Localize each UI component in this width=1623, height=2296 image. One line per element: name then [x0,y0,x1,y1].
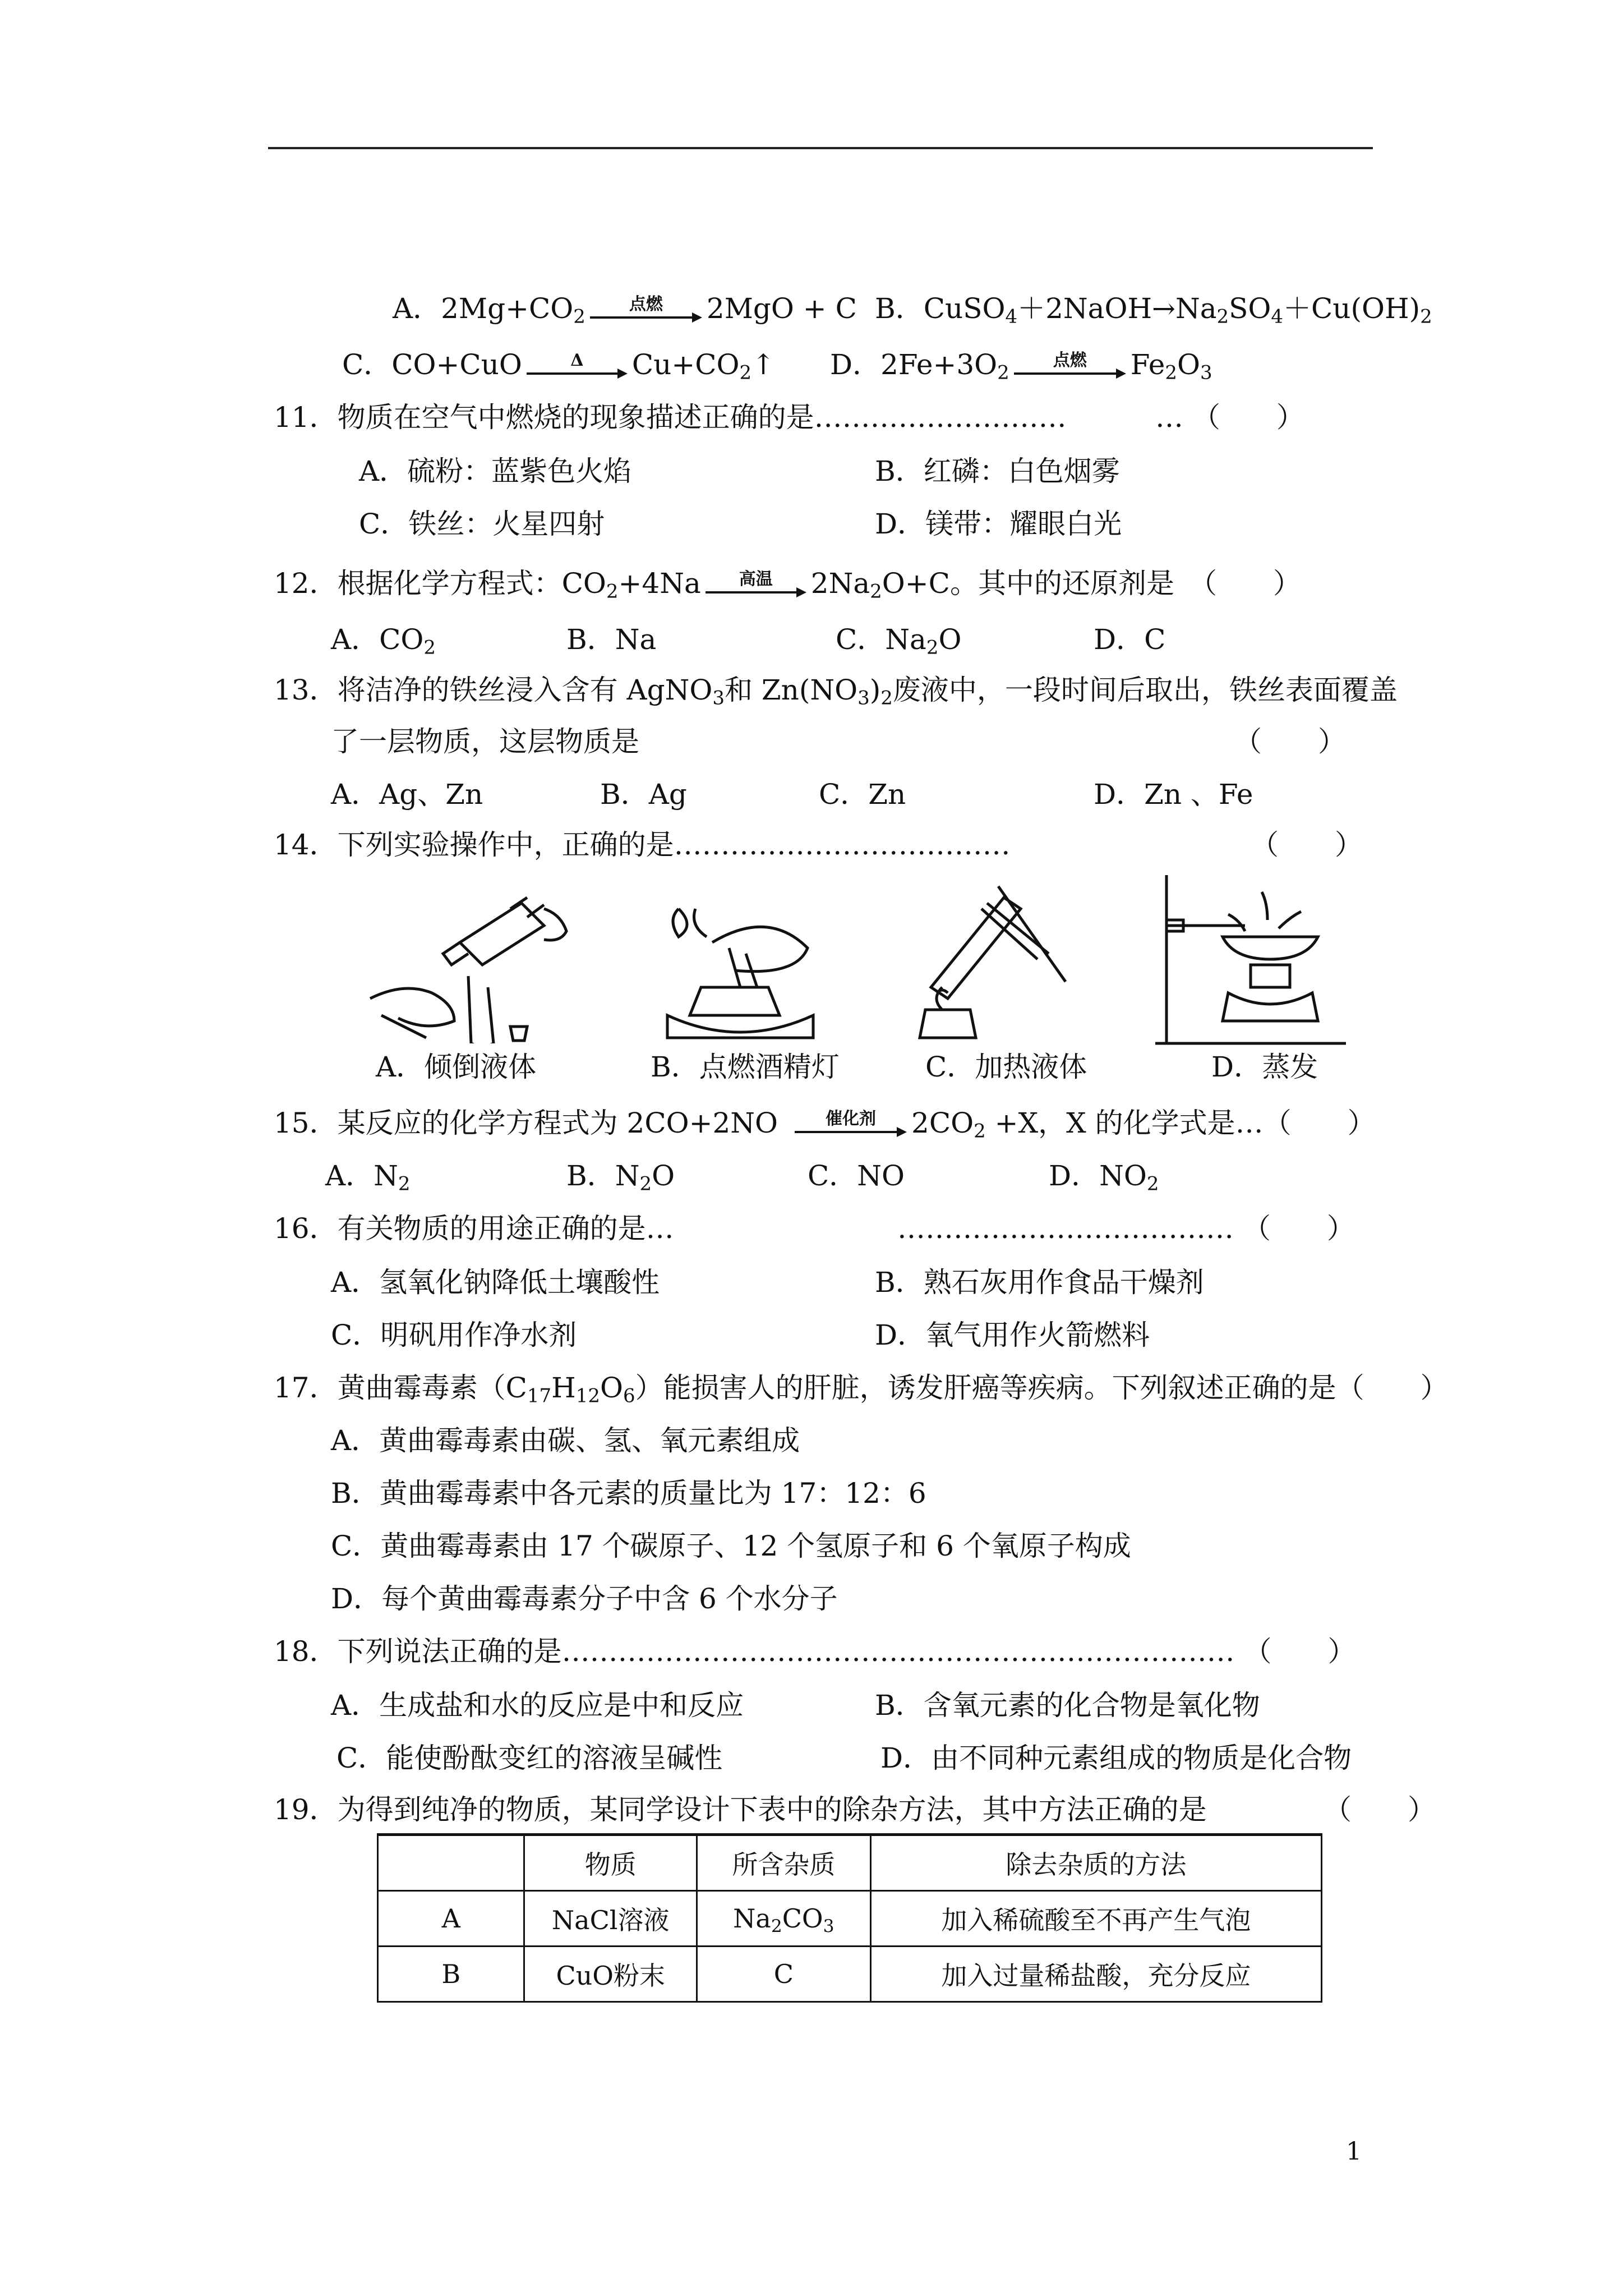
q11-option-a: A．硫粉：蓝紫色火焰 [359,455,632,487]
q17-option-a: A．黄曲霉毒素由碳、氢、氧元素组成 [331,1424,800,1457]
q12-option-a: A．$CO_2$ [331,623,436,659]
q18-option-b: B．含氧元素的化合物是氧化物 [875,1689,1260,1722]
reaction-arrow: 高温 [706,574,806,597]
q18-option-c: C．能使酚酞变红的溶液呈碱性 [336,1742,723,1774]
table-header-cell: 所含杂质 [697,1835,871,1891]
q13-option-c: C．Zn [819,778,906,811]
q16-option-c: C．明矾用作净水剂 [331,1319,577,1351]
q18-stem: 18．下列说法正确的是……………………………………………………………… （ ） [274,1635,1356,1668]
q14-option-b: B．点燃酒精灯 [651,1051,840,1083]
q15-option-b: B．$N_2O$ [566,1159,675,1195]
reaction-arrow: 催化剂 [795,1114,907,1137]
alcohol-lamp-lighting-illustration [634,886,830,1043]
q13-option-a: A．Ag、Zn [331,778,483,811]
table-cell-method: 加入过量稀盐酸，充分反应 [870,1947,1321,2002]
q11-paren: … （ ） [1155,401,1304,434]
q16-stem: 16．有关物质的用途正确的是… [274,1212,674,1245]
q11-option-d: D．镁带：耀眼白光 [875,508,1122,540]
q14-option-a: A．倾倒液体 [376,1051,537,1083]
q17-stem: 17．黄曲霉毒素$(C_{17}H_{12}O_6)$能损害人的肝脏，诱发肝癌等疾病。下列叙述正确的是（ ） [274,1372,1449,1407]
header-rule [268,147,1373,149]
q12-stem: 12．根据化学方程式：$CO_2+4Na$ 高温 $2Na_2O+C$。其中的还原剂是 [274,567,1174,603]
heating-liquid-illustration [886,875,1077,1043]
q18-option-a: A．生成盐和水的反应是中和反应 [331,1689,744,1722]
table-cell-substance: NaCl溶液 [524,1891,697,1947]
reaction-arrow: Δ [527,356,628,378]
table-cell-method: 加入稀硫酸至不再产生气泡 [870,1891,1321,1947]
q16-option-a: A．氢氧化钠降低土壤酸性 [331,1266,660,1299]
table-cell-impurity: C [697,1947,871,2002]
table-cell-substance: CuO粉末 [524,1947,697,2002]
q17-option-d: D．每个黄曲霉毒素分子中含 6 个水分子 [331,1582,838,1615]
q16-paren: ……………………………… （ ） [897,1212,1355,1245]
table-header-cell: 物质 [524,1835,697,1891]
q17-option-c: C．黄曲霉毒素由 17 个碳原子、12 个氢原子和 6 个氧原子构成 [331,1530,1131,1562]
reaction-arrow: 点燃 [590,300,702,322]
table-row [378,1891,1322,1947]
q10-option-a: A．$2Mg+CO_2$ 点燃 2MgO + C [393,292,857,328]
q10-option-d: D．$2Fe+3O_2$ 点燃 $Fe_2O_3$ [830,348,1212,384]
q15-option-c: C．NO [808,1159,905,1192]
q10-option-c: C．CO+CuO Δ $Cu+CO_2↑$ [342,348,776,384]
table-header-cell: 除去杂质的方法 [870,1835,1321,1891]
reaction-arrow: 点燃 [1014,356,1126,378]
q14-paren: （ ） [1251,829,1363,861]
table-header-cell [378,1835,524,1891]
q12-option-b: B．Na [566,623,657,656]
q12-option-c: C．$Na_2O$ [836,623,962,659]
q18-option-d: D．由不同种元素组成的物质是化合物 [880,1742,1352,1774]
q13-stem-line1: 13．将洁净的铁丝浸入含有 AgNO$_3$和 $Zn(NO_3)_2$废液中，一段时间后取出，铁丝表面覆盖 [274,674,1398,710]
q11-stem: 11．物质在空气中燃烧的现象描述正确的是……………………… [274,401,1067,434]
q13-stem-line2: 了一层物质，这层物质是 [331,725,639,758]
table-cell-impurity: $Na_2CO_3$ [697,1891,871,1947]
table-header-row [378,1835,1322,1891]
q15-option-a: A．$N_2$ [325,1159,411,1195]
q13-option-d: D．Zn 、Fe [1094,778,1253,811]
q11-option-b: B．红磷：白色烟雾 [875,455,1120,487]
q14-option-c: C．加热液体 [925,1051,1087,1083]
table-row [378,1947,1322,2002]
evaporation-illustration [1150,864,1352,1055]
q16-option-b: B．熟石灰用作食品干燥剂 [875,1266,1204,1299]
q15-stem: 15．某反应的化学方程式为 2CO+2NO 催化剂 $2CO_2 +X$，X 的化学式是…（ ） [274,1107,1376,1143]
q12-option-d: D．C [1094,623,1166,656]
page-number: 1 [1346,2137,1362,2166]
q13-option-b: B．Ag [600,778,687,811]
pouring-liquid-illustration [359,875,583,1043]
table-cell-id: B [378,1947,524,2002]
q12-paren: （ ） [1189,567,1301,600]
q11-option-c: C．铁丝：火星四射 [359,508,605,540]
q19-stem: 19．为得到纯净的物质，某同学设计下表中的除杂方法，其中方法正确的是 [274,1793,1207,1826]
q16-option-d: D．氧气用作火箭燃料 [875,1319,1150,1351]
table-cell-id: A [378,1891,524,1947]
q13-paren: （ ） [1234,725,1346,758]
q19-paren: （ ） [1324,1793,1436,1826]
impurity-removal-table [377,1833,1322,2003]
q15-option-d: D．$NO_2$ [1049,1159,1159,1195]
q14-option-d: D．蒸发 [1211,1051,1318,1083]
q10-option-b: B．$CuSO_4+2NaOH\to Na_2SO_4+Cu(OH)_2$ [875,292,1432,328]
q14-stem: 14．下列实验操作中，正确的是……………………………… [274,829,1011,861]
q17-option-b: B．黄曲霉毒素中各元素的质量比为 17：12：6 [331,1477,926,1510]
